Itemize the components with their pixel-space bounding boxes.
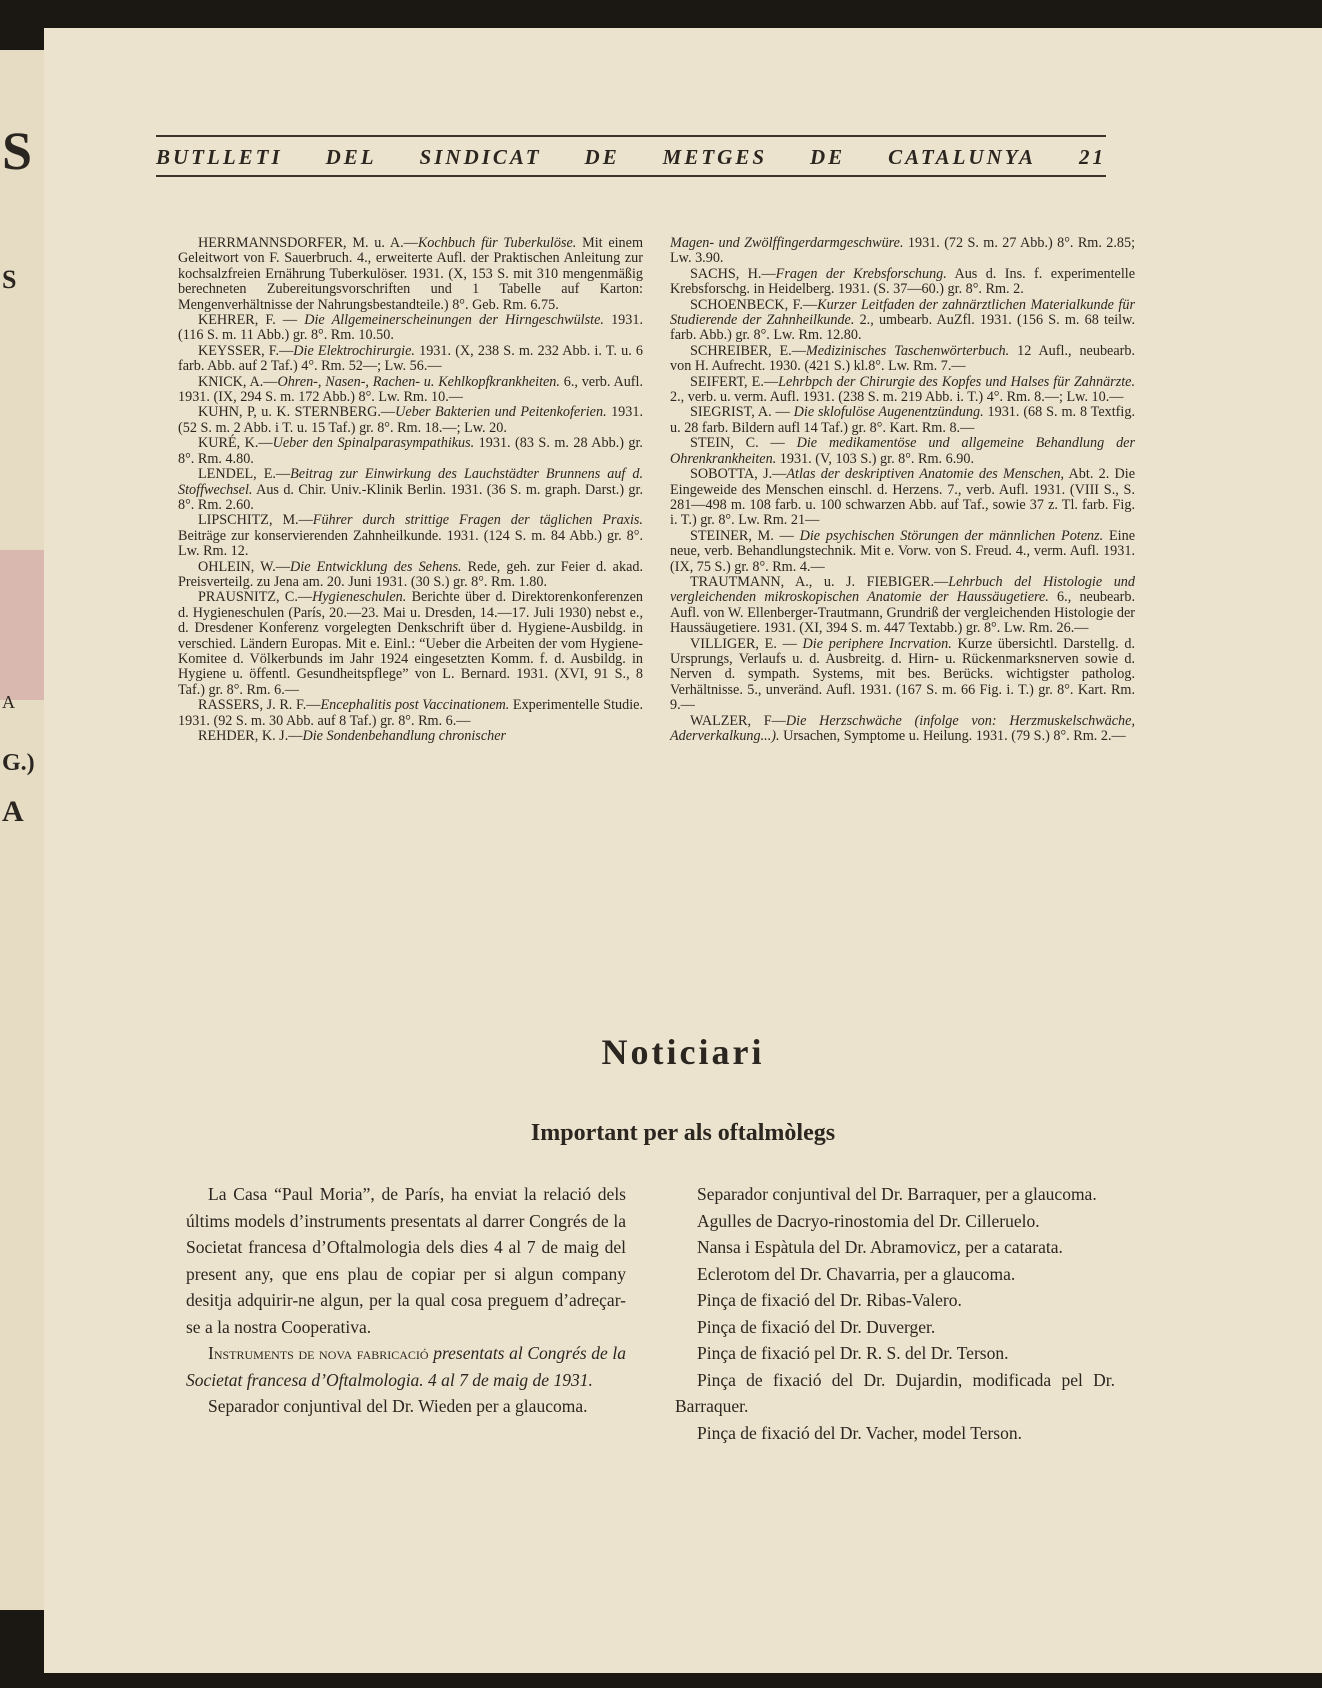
header-word: CATALUNYA [888,145,1037,169]
instrument-item: Pinça de fixació del Dr. Ribas-Valero. [697,1290,962,1310]
bib-entry: HERRMANNSDORFER, M. u. A.—Kochbuch für Tuberkulöse. Mit einem Geleitwort von F. Sauerbruch. 4., erweiterte Aufl. der Praktischen Anleitung zur kochsalzfreien Ernährung Tuberkulöser. 1931. (X, 153 S. mit 310 mengenmäßig berechneten Zubereitungsvorschriften und 1 Tabelle auf Karton: Mengenverhältnisse der Nahrungsbestandteile.) 8°. Geb. Rm. 6.75. [178,235,643,313]
header-word: DEL [325,145,377,169]
header-title [156,139,1106,173]
header-word: BUTLLETI [156,145,283,169]
header-word: DE [584,145,620,169]
header-rule-bottom [156,175,1106,177]
bib-entry: KURÉ, K.—Ueber den Spinalparasympathikus. 1931. (83 S. m. 28 Abb.) gr. 8°. Rm. 4.80. [178,435,643,467]
article-subtitle: Important per als oftalmòlegs [530,1120,836,1146]
bib-entry: OHLEIN, W.—Die Entwicklung des Sehens. Rede, geh. zur Feier d. akad. Preisverteilg. zu Jena am. 20. Juni 1931. (30 S.) gr. 8°. Rm. 1.80. [178,558,644,590]
instrument-item: Separador conjuntival del Dr. Wieden per a glaucoma. [208,1396,588,1416]
bib-entry: PRAUSNITZ, C.—Hygieneschulen. Berichte über d. Direktorenkonferenzen d. Hygieneschulen (París, 20.—23. Mai u. Dresden, 14.—17. Juli 1930) nebst e., d. Dresdener Konferenz vorgelegten Denkschrift über d. Hygiene-Ausbildg. in verschied. Ländern Europas. Mit e. Einl.: “Ueber die Arbeiten der vom Hygiene-Komitee d. Völkerbunds im Jahr 1924 eingesetzten Komm. f. d. Ausbildg. in Hygiene u. öffentl. Gesundheitspflege” von L. Bernard. 1931. (XVI, 91 S., 8 Taf.) gr. 8°. Rm. 6.— [178,589,643,698]
prev-page-fragment: S [2,265,17,294]
instrument-item: Nansa i Espàtula del Dr. Abramovicz, per a catarata. [697,1237,1063,1257]
header-word: SINDICAT [419,145,542,169]
instrument-item: Pinça de fixació del Dr. Dujardin, modificada pel Dr. Barraquer. [675,1369,1115,1416]
bib-entry: LIPSCHITZ, M.—Führer durch strittige Fragen der täglichen Praxis. Beiträge zur konservierenden Zahnheilkunde. 1931. (124 S. m. 84 Abb.) gr. 8°. Lw. Rm. 12. [178,512,643,560]
section-title: Noticiari [601,1032,765,1072]
bibliography-left-column [178,236,643,744]
bib-entry: SEIFERT, E.—Lehrbpch der Chirurgie des Kopfes und Halses für Zahnärzte. 2., verb. u. verm. Aufl. 1931. (238 S. m. 219 Abb. i. T.) 4°. Rm. 8.—; Lw. 10.— [670,373,1136,406]
header-rule-top [156,135,1106,137]
previous-page-edge [0,50,44,1610]
bib-entry: KNICK, A.—Ohren-, Nasen-, Rachen- u. Kehlkopfkrankheiten. 6., verb. Aufl. 1931. (IX, 294 S. m. 172 Abb.) 8°. Lw. Rm. 10.— [178,373,643,406]
previous-page-pink-block [0,550,44,700]
bib-entry: SOBOTTA, J.—Atlas der deskriptiven Anatomie des Menschen, Abt. 2. Die Eingeweide des Menschen einschl. d. Herzens. 7., verb. Aufl. 1931. (VIII S., S. 281—498 m. 108 farb. u. 100 schwarzen Abb. auf Taf., sowie 37 z. Tl. farb. Fig. i. T.) gr. 8°. Lw. Rm. 21— [670,466,1136,529]
bib-entry: KUHN, P, u. K. STERNBERG.—Ueber Bakterien und Peitenkoferien. 1931. (52 S. m. 2 Abb. i T. u. 15 Taf.) gr. 8°. Rm. 18.—; Lw. 20. [178,404,643,436]
instrument-item: Pinça de fixació del Dr. Duverger. [697,1316,936,1337]
bib-entry: KEYSSER, F.—Die Elektrochirurgie. 1931. (X, 238 S. m. 232 Abb. i. T. u. 6 farb. Abb. auf 2 Taf.) 4°. Rm. 52—; Lw. 56.— [178,342,644,375]
bib-entry: SCHOENBECK, F.—Kurzer Leitfaden der zahnärztlichen Materialkunde für Studierende der Zahnheilkunde. 2., umbearb. AuZfl. 1931. (156 S. m. 68 teilw. farb. Abb.) gr. 8°. Lw. Rm. 12.80. [670,296,1135,344]
instrument-list-heading: Instruments de nova fabricació presentats al Congrés de la Societat francesa d’Oftalmologia. 4 al 7 de maig de 1931. [186,1343,627,1390]
instrument-item: Agulles de Dacryo-rinostomia del Dr. Cilleruelo. [697,1210,1040,1231]
journal-page [44,28,1322,1673]
header-word: METGES [662,145,768,169]
bib-entry: TRAUTMANN, A., u. J. FIEBIGER.—Lehrbuch del Histologie und vergleichenden mikroskopischen Anatomie der Haussäugetiere. 6., neubearb. Aufl. von W. Ellenberger-Trautmann, Grundriß der vergleichenden Histologie der Haussäugetiere. 1931. (XI, 394 S. m. 447 Textabb.) gr. 8°. Lw. Rm. 26.— [670,573,1135,637]
bibliography-right-column [670,236,1135,744]
header-word: DE [809,145,846,169]
prev-page-fragment: A [2,795,24,828]
prev-page-fragment: G.) [2,750,35,776]
bib-entry: STEIN, C. — Die medikamentöse und allgemeine Behandlung der Ohrenkrankheiten. 1931. (V, 103 S.) gr. 8°. Rm. 6.90. [670,435,1135,467]
prev-page-fragment: A [2,692,15,712]
bib-entry: SACHS, H.—Fragen der Krebsforschung. Aus d. Ins. f. experimentelle Krebsforschg. in Heidelberg. 1931. (S. 37—60.) gr. 8°. Rm. 2. [670,265,1135,298]
bib-entry: WALZER, F—Die Herzschwäche (infolge von: Herzmuskelschwäche, Aderverkalkung...). Ursachen, Symptome u. Heilung. 1931. (79 S.) 8°. Rm. 2.— [670,712,1135,744]
bib-entry: STEINER, M. — Die psychischen Störungen der männlichen Potenz. Eine neue, verb. Behandlungstechnik. Mit e. Vorw. von S. Freud. 4., verm. Aufl. 1931. (IX, 75 S.) gr. 8°. Rm. 4.— [670,527,1136,575]
bib-entry: SIEGRIST, A. — Die sklofulöse Augenentzündung. 1931. (68 S. m. 8 Textfig. u. 28 farb. Bildern aufl 14 Taf.) gr. 8°. Kart. Rm. 8.— [670,404,1135,436]
news-right-column [675,1181,1115,1446]
bib-entry: VILLIGER, E. — Die periphere Incrvation. Kurze übersichtl. Darstellg. d. Ursprungs, Verlaufs u. d. Ausbreitg. d. Hirn- u. Rückenmarksnerven sowie d. Nerven d. sympath. Systems, mit bes. Berücks. wichtigster patholog. Verhältnisse. 5., unveränd. Aufl. 1931. (167 S. m. 66 Fig. i. T.) gr. 8°. Kart. Rm. 9.— [670,635,1135,714]
bib-entry: REHDER, K. J.—Die Sondenbehandlung chronischer [198,728,507,744]
instrument-item: Separador conjuntival del Dr. Barraquer, per a glaucoma. [697,1184,1097,1204]
news-left-column [186,1181,626,1420]
running-header [156,133,1106,179]
news-intro-paragraph: La Casa “Paul Moria”, de París, ha enviat la relació dels últims models d’instruments presentats al darrer Congrés de la Societat francesa d’Oftalmologia dels dies 4 al 7 de maig del present any, que ens plau de copiar per si algun company desitja adquirir-ne algun, per la qual cosa preguem d’adreçar-se a la nostra Cooperativa. [186,1184,626,1337]
instrument-item: Pinça de fixació del Dr. Vacher, model Terson. [697,1422,1022,1443]
bib-entry: SCHREIBER, E.—Medizinisches Taschenwörterbuch. 12 Aufl., neubearb. von H. Aufrecht. 1930. (421 S.) kl.8°. Lw. Rm. 7.— [670,342,1136,375]
bib-entry-continued: Magen- und Zwölffingerdarmgeschwüre. 1931. (72 S. m. 27 Abb.) 8°. Rm. 2.85; Lw. 3.90. [670,235,1136,267]
page-number: 21 [1078,145,1106,169]
bib-entry: LENDEL, E.—Beitrag zur Einwirkung des Lauchstädter Brunnens auf d. Stoffwechsel. Aus d. Chir. Univ.-Klinik Berlin. 1931. (36 S. m. graph. Darst.) gr. 8°. Rm. 2.60. [178,466,644,513]
instrument-item: Pinça de fixació pel Dr. R. S. del Dr. Terson. [697,1343,1009,1363]
bib-entry: RASSERS, J. R. F.—Encephalitis post Vaccinationem. Experimentelle Studie. 1931. (92 S. m. 30 Abb. auf 8 Taf.) gr. 8°. Rm. 6.— [178,697,643,729]
instrument-item: Eclerotom del Dr. Chavarria, per a glaucoma. [697,1263,1016,1284]
bib-entry: KEHRER, F. — Die Allgemeinerscheinungen der Hirngeschwülste. 1931. (116 S. m. 11 Abb.) gr. 8°. Rm. 10.50. [178,312,643,344]
prev-page-fragment: S [2,121,33,181]
